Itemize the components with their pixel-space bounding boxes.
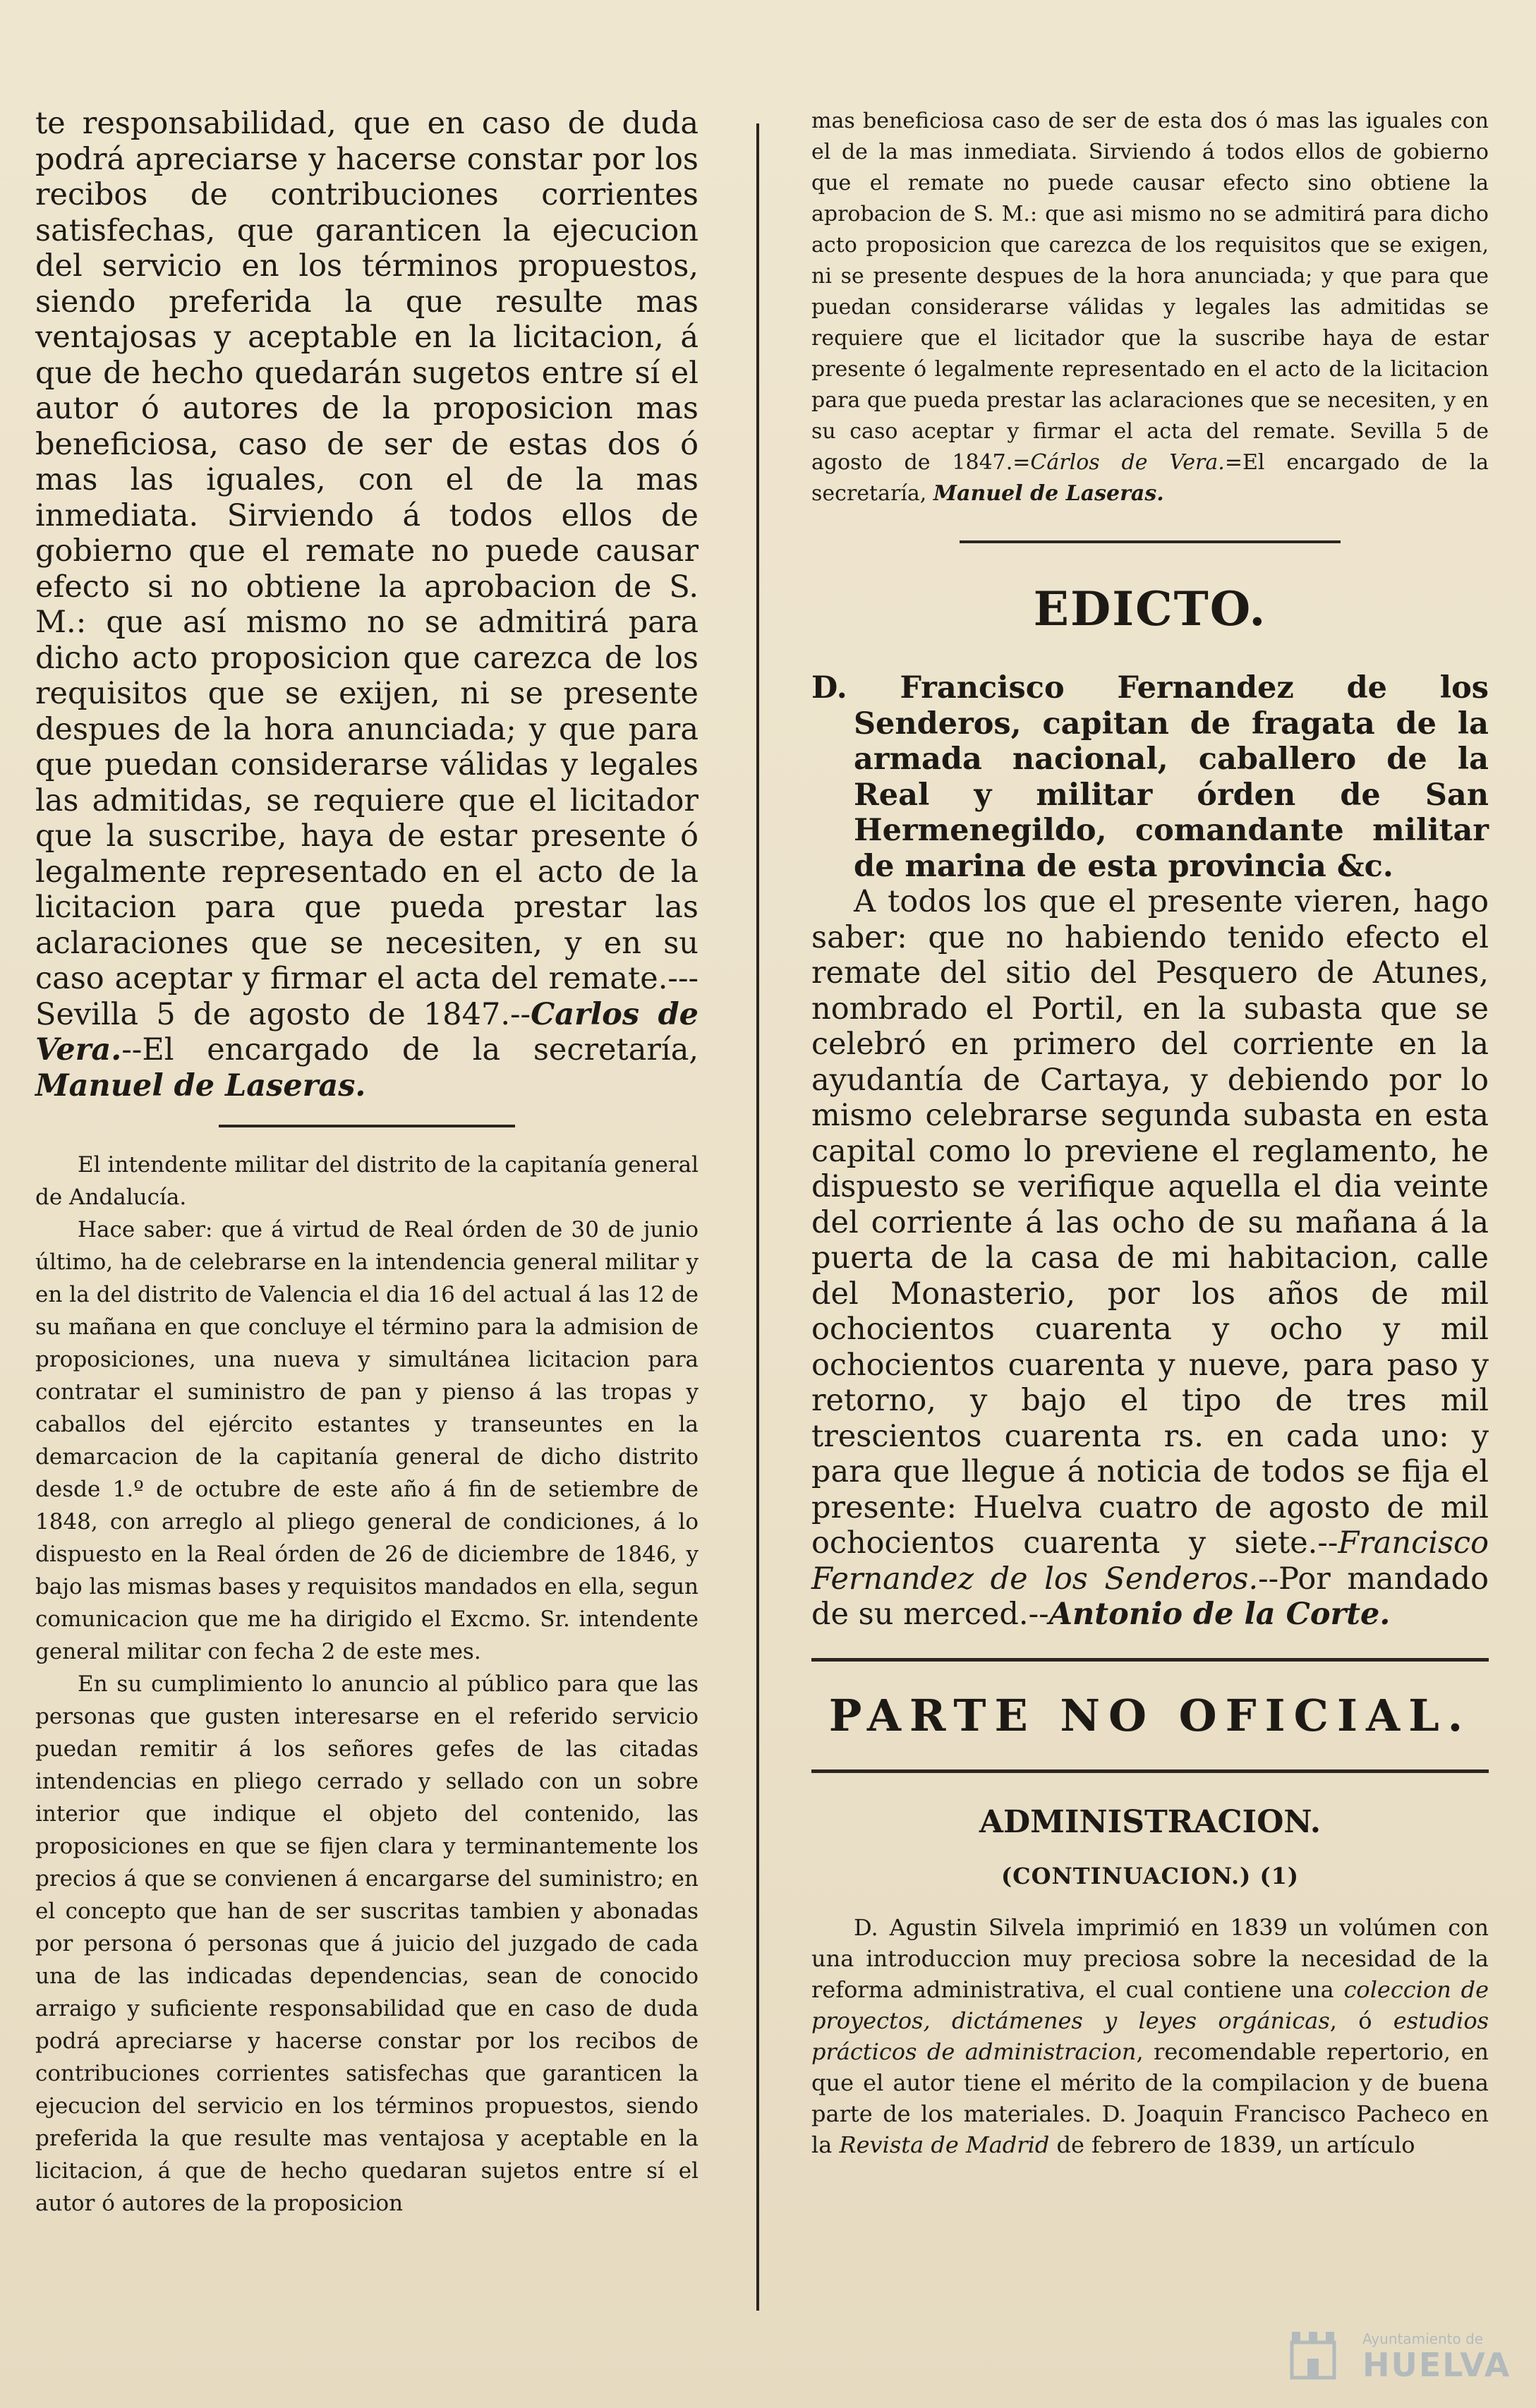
right-column — [811, 106, 1489, 2160]
signature-manuel-de-laseras: Manuel de Laseras. — [35, 1067, 366, 1103]
section-divider — [811, 1769, 1489, 1773]
watermark-line-1: Ayuntamiento de — [1362, 2330, 1484, 2347]
right-paragraph-1: mas beneficiosa caso de ser de esta dos ó mas las iguales con el de la mas inmediata. Sirviendo á todos ellos de gobierno que el remate no puede causar efecto sino obtiene la aprobacion de S. M.: que asi mismo no se admitirá para dicho acto proposicion que carezca de los requisitos que se exigen, ni se presente despues de la hora anunciada; y que para que puedan considerarse válidas y legales las admitidas se requiere que el licitador que la suscribe haya de estar presente ó legalmente representado en el acto de la licitacion para que pueda prestar las aclaraciones que se necesiten, y en su caso aceptar y firmar el acta del remate. Sevilla 5 de agosto de 1847.=Cárlos de Vera.=El encargado de la secretaría, Manuel de Laseras. — [811, 109, 1489, 506]
parte-no-oficial-title: PARTE NO OFICIAL. — [828, 1689, 1472, 1741]
intendente-paragraph-2: En su cumplimiento lo anuncio al público para que las personas que gusten interesarse en el referido servicio puedan remitir á los señores gefes de las citadas intendencias en pliego cerrado y sellado con un sobre interior que indique el objeto del contenido, las proposiciones en que se fijen clara y terminantemente los precios á que se convienen á encargarse del suministro; en el concepto que han de ser suscritas tambien y abonadas por persona ó personas que á juicio del juzgado de cada una de las indicadas dependencias, sean de conocido arraigo y suficiente responsabilidad que en caso de duda podrá apreciarse y hacerse constar por los recibos de contribuciones corrientes satisfechas que garanticen la ejecucion del servicio en los términos propuestos, siendo preferida la que resulte mas ventajosa y aceptable en la licitacion, á que de hecho quedaran sujetos entre sí el autor ó autores de la proposicion — [35, 1671, 699, 2216]
administracion-paragraph: D. Agustin Silvela imprimió en 1839 un volúmen con una introduccion muy preciosa sobre la necesidad de la reforma administrativa, el cual contiene una coleccion de proyectos, dictámenes y leyes orgánicas, ó estudios prácticos de administracion, recomendable repertorio, en que el autor tiene el mérito de la compilacion y de buena parte de los materiales. D. Joaquin Francisco Pacheco en la Revista de Madrid de febrero de 1839, un artículo — [811, 1913, 1489, 2158]
left-column — [35, 106, 699, 2220]
signature-carlos-de-vera: Carlos de Vera. — [35, 996, 699, 1067]
edicto-title: EDICTO. — [1033, 581, 1267, 636]
column-divider — [756, 123, 759, 2311]
section-divider — [219, 1125, 515, 1127]
administracion-title: ADMINISTRACION. — [979, 1803, 1322, 1840]
section-divider — [811, 1658, 1489, 1662]
intendente-heading: El intendente militar del distrito de la capitanía general de Andalucía. — [35, 1152, 699, 1210]
edicto-intro: D. Francisco Fernandez de los Senderos, capitan de fragata de la armada nacional, caballero de la Real y militar órden de San Hermenegildo, comandante militar de marina de esta provincia &c. — [811, 670, 1489, 884]
left-paragraph-1: te responsabilidad, que en caso de duda podrá apreciarse y hacerse constar por los recibos de contribuciones corrientes satisfechas, que garanticen la ejecucion del servicio en los términos propuestos, siendo preferida la que resulte mas ventajosas y aceptable en la licitacion, á que de hecho quedarán sugetos entre sí el autor ó autores de la proposicion mas beneficiosa, caso de ser de estas dos ó mas las iguales, con el de la mas inmediata. Sirviendo á todos ellos de gobierno que el remate no puede causar efecto si no obtiene la aprobacion de S. M.: que así mismo no se admitirá para dicho acto proposicion que carezca de los requisitos que se exijen, ni se presente despues de la hora anunciada; y que para que puedan considerarse válidas y legales las admitidas, se requiere que el licitador que la suscribe, haya de estar presente ó legalmente representado en el acto de la licitacion para que pueda prestar las aclaraciones que se necesiten, y en su caso aceptar y firmar el acta del remate.---Sevilla 5 de agosto de 1847.--Carlos de Vera.--El encargado de la secretaría, Manuel de Laseras. — [35, 106, 699, 1103]
huelva-watermark-logo — [1278, 2318, 1511, 2395]
continuacion-label: (CONTINUACION.) (1) — [1001, 1862, 1299, 1889]
section-divider — [960, 540, 1341, 543]
edicto-body: A todos los que el presente vieren, hago saber: que no habiendo tenido efecto el remate del sitio del Pesquero de Atunes, nombrado el Portil, en la subasta que se celebró en primero del corriente en la ayudantía de Cartaya, y debiendo por lo mismo celebrarse segunda subasta en esta capital como lo previene el reglamento, he dispuesto se verifique aquella el dia veinte del corriente á las ocho de su mañana á la puerta de la casa de mi habitacion, calle del Monasterio, por los años de mil ochocientos cuarenta y ocho y mil ochocientos cuarenta y nueve, para paso y retorno, y bajo el tipo de tres mil trescientos cuarenta rs. en cada uno: y para que llegue á noticia de todos se fija el presente: Huelva cuatro de agosto de mil ochocientos cuarenta y siete.--Francisco Fernandez de los Senderos.--Por mandado de su merced.--Antonio de la Corte. — [811, 884, 1489, 1632]
watermark-line-2: HUELVA — [1362, 2346, 1511, 2384]
castle-emblem-icon — [1278, 2318, 1348, 2388]
intendente-paragraph-1: Hace saber: que á virtud de Real órden de 30 de junio último, ha de celebrarse en la intendencia general militar y en la del distrito de Valencia el dia 16 del actual á las 12 de su mañana en que concluye el término para la admision de proposiciones, una nueva y simultánea licitacion para contratar el suministro de pan y pienso á las tropas y caballos del ejército estantes y transeuntes en la demarcacion de la capitanía general de dicho distrito desde 1.º de octubre de este año á fin de setiembre de 1848, con arreglo al pliego general de condiciones, á lo dispuesto en la Real órden de 26 de diciembre de 1846, y bajo las mismas bases y requisitos mandados en ella, segun comunicacion que me ha dirigido el Excmo. Sr. intendente general militar con fecha 2 de este mes. — [35, 1217, 699, 1664]
